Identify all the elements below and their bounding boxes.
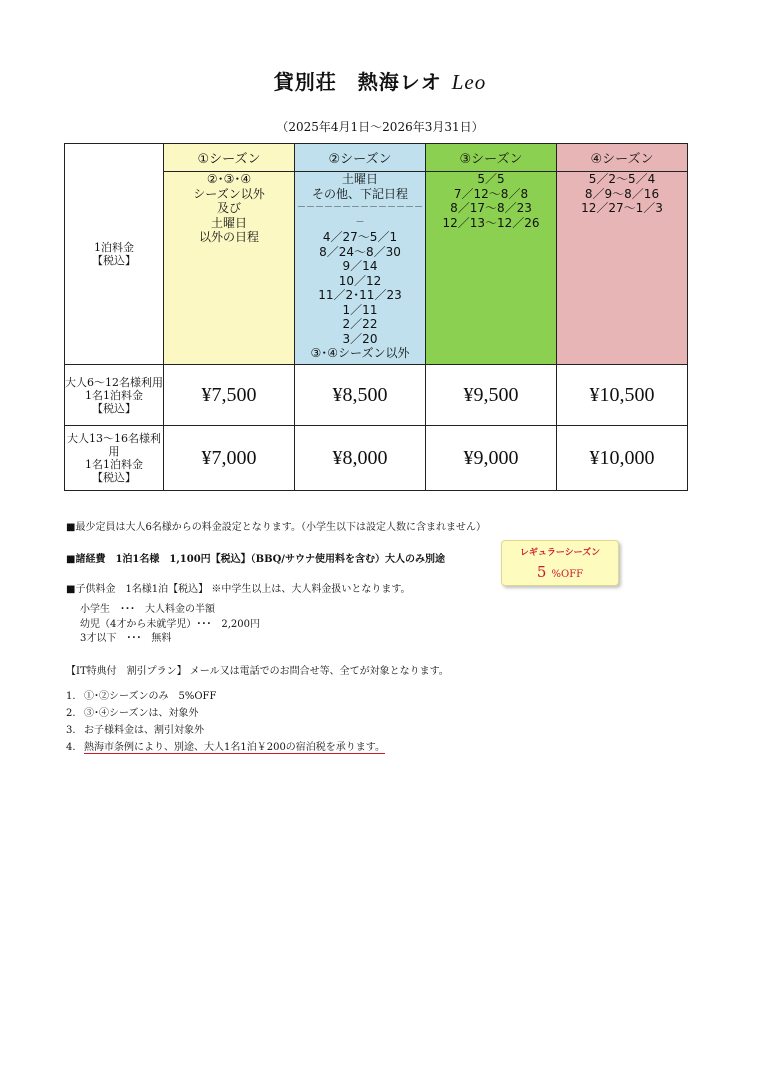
list-item xyxy=(66,738,385,753)
title-text: 貸別荘 熱海レオ xyxy=(273,70,442,94)
title-leo: Leo xyxy=(451,70,487,94)
list-text: お子様料金は、割引対象外 xyxy=(84,725,204,736)
badge-off: %OFF xyxy=(551,569,584,580)
date-line: 土曜日 xyxy=(341,172,378,186)
date-line: 7／12～8／8 xyxy=(453,186,529,201)
price-cell: ¥9,500 xyxy=(426,365,557,426)
row-label-line: 大人13～16名様利用 xyxy=(67,432,161,458)
dash-divider: －－－－－－－－－－－－－－－ xyxy=(296,203,423,228)
date-line: その他、下記日程 xyxy=(311,186,408,201)
date-line: 9／14 xyxy=(342,259,378,273)
date-line: 1／11 xyxy=(342,302,378,317)
badge-discount xyxy=(502,562,618,581)
row-label-line: 【税込】 xyxy=(92,471,136,484)
season-dates-2 xyxy=(295,172,426,365)
row-label-line: 1泊料金 xyxy=(94,241,134,254)
child-rate-elementary: 小学生 ･･･ 大人料金の半額 xyxy=(80,604,215,615)
list-num: 4. xyxy=(66,742,76,753)
rate-table xyxy=(64,143,688,491)
season-header-4: ④シーズン xyxy=(557,144,688,172)
price-cell: ¥10,500 xyxy=(557,365,688,426)
season-header-1: ①シーズン xyxy=(164,144,295,172)
page-title xyxy=(0,66,760,95)
date-line: 10／12 xyxy=(338,273,382,288)
price-cell: ¥8,500 xyxy=(295,365,426,426)
season-header-3: ③シーズン xyxy=(426,144,557,172)
list-text: 熱海市条例により、別途、大人1名1泊￥200の宿泊税を承ります。 xyxy=(84,742,386,753)
regular-season-badge xyxy=(501,540,619,586)
date-line: 5／5 xyxy=(477,172,505,186)
note-fees: ■諸経費 1泊1名様 1,100円【税込】（BBQ/サウナ使用料を含む）大人のみ別途 xyxy=(66,554,445,565)
date-line: 4／27～5／1 xyxy=(322,230,398,244)
list-item xyxy=(66,721,204,736)
row-label-6-12 xyxy=(65,365,164,426)
row-label-13-16 xyxy=(65,426,164,491)
note-min-guests: ■最少定員は大人6名様からの料金設定となります。（小学生以下は設定人数に含まれません） xyxy=(66,522,487,533)
date-line: 12／27～1／3 xyxy=(581,201,663,215)
it-plan-heading: 【IT特典付 割引プラン】 メール又は電話でのお問合せ等、全てが対象となります。 xyxy=(66,666,449,677)
date-line: 8／9～8／16 xyxy=(584,186,660,201)
badge-num: 5 xyxy=(536,563,547,581)
date-line: 8／24～8／30 xyxy=(319,244,401,259)
list-text: ③･④シーズンは、対象外 xyxy=(84,708,199,719)
list-item xyxy=(66,704,199,719)
price-cell: ¥9,000 xyxy=(426,426,557,491)
row-label-line: 1名1泊料金 xyxy=(85,458,143,471)
season-dates-3 xyxy=(426,172,557,365)
season-dates-4 xyxy=(557,172,688,365)
note-child-rates: ■子供料金 1名様1泊【税込】 ※中学生以上は、大人料金扱いとなります。 xyxy=(66,584,411,595)
list-num: 3. xyxy=(66,725,76,736)
price-cell: ¥8,000 xyxy=(295,426,426,491)
date-line: 及び xyxy=(216,201,241,215)
date-line: 以外の日程 xyxy=(198,230,259,244)
row-label-line: 【税込】 xyxy=(92,254,136,267)
season-header-row xyxy=(65,144,688,172)
row-label-nightly xyxy=(65,144,164,365)
season-header-2: ②シーズン xyxy=(295,144,426,172)
child-rate-toddler: 3才以下 ･･･ 無料 xyxy=(80,633,172,644)
date-line: ③･④シーズン以外 xyxy=(310,346,410,360)
badge-title: レギュラーシーズン xyxy=(519,548,601,558)
price-row-13-16 xyxy=(65,426,688,491)
row-label-line: 【税込】 xyxy=(92,401,136,415)
price-row-6-12 xyxy=(65,365,688,426)
date-line: シーズン以外 xyxy=(193,186,265,201)
child-rate-infant: 幼児（4才から未就学児）･･･ 2,200円 xyxy=(80,619,260,630)
price-cell: ¥7,500 xyxy=(164,365,295,426)
list-num: 2. xyxy=(66,708,76,719)
date-line: 2／22 xyxy=(342,317,378,331)
date-line: 土曜日 xyxy=(210,215,247,230)
period: （2025年4月1日～2026年3月31日） xyxy=(276,120,484,134)
list-item xyxy=(66,687,216,702)
date-line: 3／20 xyxy=(342,331,378,346)
list-text: ①･②シーズンのみ 5%OFF xyxy=(84,691,217,702)
date-line: 11／2･11／23 xyxy=(318,288,402,302)
price-cell: ¥7,000 xyxy=(164,426,295,491)
date-line: 12／13～12／26 xyxy=(442,215,540,230)
date-line: 8／17～8／23 xyxy=(450,201,532,215)
date-line: 5／2～5／4 xyxy=(588,172,656,186)
season-dates-1 xyxy=(164,172,295,365)
list-num: 1. xyxy=(66,691,76,702)
price-cell: ¥10,000 xyxy=(557,426,688,491)
row-label-line: 大人6～12名様利用 xyxy=(65,375,163,389)
date-line: ②･③･④ xyxy=(206,172,252,186)
row-label-line: 1名1泊料金 xyxy=(85,388,143,402)
